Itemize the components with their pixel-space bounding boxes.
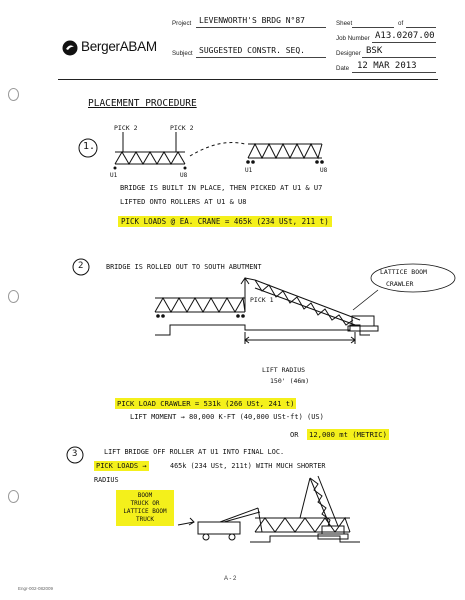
step3-crane-note-line-1: BOOM (137, 492, 153, 499)
logo-mark-icon (62, 40, 78, 56)
sheet-label: Sheet (336, 20, 353, 27)
step1-text-line-1: BRIDGE IS BUILT IN PLACE, THEN PICKED AT U1 & U7 (120, 184, 323, 192)
job-number-label: Job Number (336, 35, 370, 42)
support-label-3: U1 (245, 167, 253, 174)
page-heading: PLACEMENT PROCEDURE (88, 98, 197, 109)
subject-label: Subject (172, 50, 193, 57)
step2-crane-note-line-2: CRAWLER (386, 280, 414, 288)
step2-diagram (120, 270, 440, 360)
step2-lift-moment-or: OR (290, 431, 299, 439)
step3-crane-note-line-3: LATTICE BOOM (123, 508, 167, 515)
punch-hole-top (8, 88, 19, 101)
project-value: LEVENWORTH'S BRDG N°87 (199, 16, 305, 25)
form-number: Engr-002-082009 (18, 586, 54, 591)
step3-number: 3 (72, 449, 78, 459)
date-value: 12 MAR 2013 (357, 61, 417, 71)
step2-pick-load-crawler: PICK LOAD CRAWLER = 531k (266 USt, 241 t) (117, 399, 295, 408)
step3-pick-loads-rest: 465k (234 USt, 211t) WITH MUCH SHORTER (170, 462, 326, 470)
company-logo (62, 38, 182, 58)
of-label: of (398, 20, 404, 27)
step3-pick-loads: PICK LOADS → (96, 462, 147, 470)
support-label-2: U8 (180, 172, 188, 179)
step1-pick-loads: PICK LOADS @ EA. CRANE = 465k (234 USt, 211 t) (118, 216, 332, 227)
step3-crane-note-line-2: TRUCK OR (130, 500, 160, 507)
step3-crane-note (116, 490, 174, 526)
punch-hole-middle (8, 290, 19, 303)
job-number-value: A13.0207.00 (375, 31, 435, 41)
step2-lift-moment: LIFT MOMENT → 80,000 K-FT (40,000 USt-ft) (US) (130, 413, 324, 421)
step2-crane-note-line-1: LATTICE BOOM (380, 268, 427, 276)
support-label-1: U1 (110, 172, 118, 179)
punch-hole-bottom (8, 490, 19, 503)
header-rule (58, 79, 438, 80)
step2-lift-moment-metric: 12,000 mt (METRIC) (309, 430, 387, 439)
project-label: Project (172, 20, 192, 27)
support-label-4: U8 (320, 167, 328, 174)
step2-radius-value: 150' (46m) (270, 377, 310, 385)
step1-diagram (110, 130, 440, 185)
designer-label: Designer (336, 50, 361, 57)
step1-number: 1. (83, 141, 96, 152)
date-label: Date (336, 65, 350, 72)
subject-value: SUGGESTED CONSTR. SEQ. (199, 46, 305, 55)
step2-text: BRIDGE IS ROLLED OUT TO SOUTH ABUTMENT (106, 263, 262, 271)
designer-value: BSK (366, 46, 383, 56)
page-number: A - 2 (224, 576, 237, 582)
step2-pick-label: PICK 1 (250, 296, 274, 304)
pick-label-left: PICK 2 (114, 124, 138, 132)
step3-line-3: RADIUS (94, 476, 119, 484)
step3-diagram (180, 470, 440, 550)
pick-label-right: PICK 2 (170, 124, 194, 132)
step2-radius-label: LIFT RADIUS (262, 366, 306, 374)
step2-number: 2 (78, 261, 84, 271)
step3-crane-note-line-4: TRUCK (135, 516, 155, 523)
company-name: BergerABAM (81, 39, 157, 54)
step3-line-1: LIFT BRIDGE OFF ROLLER AT U1 INTO FINAL LOC. (104, 448, 285, 456)
step1-text-line-2: LIFTED ONTO ROLLERS AT U1 & U8 (120, 198, 247, 206)
